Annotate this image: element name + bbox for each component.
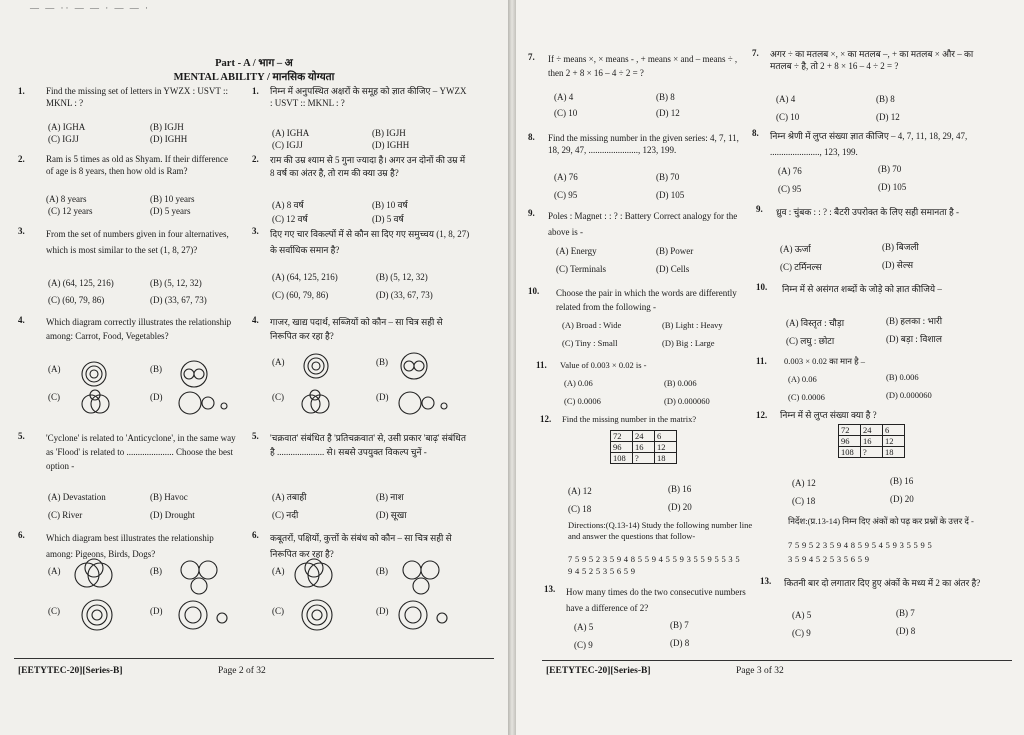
question-text: Which diagram best illustrates the relationship among: Pigeons, Birds, Dogs? bbox=[46, 533, 214, 559]
option-a[interactable]: (A) Devastation bbox=[48, 492, 106, 502]
directions-text: Directions:(Q.13-14) Study the following number line and answer the questions that follow- bbox=[568, 520, 753, 541]
option-b[interactable]: (B) 0.006 bbox=[664, 378, 697, 388]
question-number: 7. bbox=[528, 52, 535, 62]
option-a[interactable]: (A) ऊर्जा bbox=[780, 244, 811, 254]
question-text: Which diagram correctly illustrates the relationship among: Carrot, Food, Vegetables? bbox=[46, 317, 232, 341]
option-a[interactable]: (A) 5 bbox=[574, 622, 594, 632]
option-c[interactable]: (C) 0.0006 bbox=[788, 392, 825, 402]
option-c[interactable]: (C) 18 bbox=[792, 496, 816, 506]
matrix-cell: 108 bbox=[839, 447, 861, 458]
number-matrix bbox=[838, 424, 905, 458]
option-d[interactable]: (D) 5 वर्ष bbox=[372, 214, 404, 224]
option-b[interactable]: (B) 16 bbox=[668, 484, 692, 494]
option-b[interactable]: (B) bbox=[150, 566, 162, 576]
option-b[interactable]: (B) 8 bbox=[656, 92, 675, 102]
question-number: 2. bbox=[18, 154, 25, 164]
option-c[interactable]: (C) 18 bbox=[568, 504, 592, 514]
option-a[interactable]: (A) bbox=[272, 566, 285, 576]
directions-text: निर्देश:(प्र.13-14) निम्न दिए अंकों को पढ़ कर प्रश्नों के उत्तर दें - bbox=[788, 516, 974, 526]
matrix-cell: 108 bbox=[611, 453, 633, 464]
question-number: 3. bbox=[252, 226, 259, 236]
option-c[interactable]: (C) IGJJ bbox=[48, 134, 79, 144]
option-c[interactable]: (C) IGJJ bbox=[272, 140, 303, 150]
question-number: 4. bbox=[18, 315, 25, 325]
question-text: Find the missing number in the matrix? bbox=[562, 414, 697, 424]
question-number: 5. bbox=[18, 431, 25, 441]
option-d[interactable]: (D) 0.000060 bbox=[886, 390, 932, 400]
option-b[interactable]: (B) 10 years bbox=[150, 194, 195, 204]
option-c[interactable]: (C) टर्मिनल्स bbox=[780, 262, 822, 272]
question-text: From the set of numbers given in four alternatives, which is most similar to the set (1, 8, 27)? bbox=[46, 229, 229, 255]
question-text: राम की उम्र श्याम से 5 गुना ज्यादा है। अगर उन दोनों की उम्र में 8 वर्ष का अंतर है, तो राम की क्या उम्र है? bbox=[270, 155, 466, 178]
matrix-cell: 12 bbox=[655, 442, 677, 453]
matrix-cell: 6 bbox=[655, 431, 677, 442]
option-d[interactable]: (D) (33, 67, 73) bbox=[150, 295, 207, 305]
option-d[interactable]: (D) 105 bbox=[878, 182, 907, 192]
option-b[interactable]: (B) हलका : भारी bbox=[886, 316, 943, 326]
separate-circles-diagram[interactable] bbox=[178, 388, 234, 418]
option-d[interactable]: (D) IGHH bbox=[150, 134, 188, 144]
question-number: 8. bbox=[528, 132, 535, 142]
option-a[interactable]: (A) 5 bbox=[792, 610, 812, 620]
three-circles-diagram[interactable] bbox=[178, 558, 224, 594]
page-right bbox=[516, 0, 1024, 735]
question-number: 3. bbox=[18, 226, 25, 236]
question-text: 0.003 × 0.02 का मान है – bbox=[784, 356, 866, 366]
option-c[interactable]: (C) 12 वर्ष bbox=[272, 214, 308, 224]
option-a[interactable]: (A) 0.06 bbox=[564, 378, 593, 388]
option-c[interactable]: (C) Tiny : Small bbox=[562, 338, 618, 348]
question-number: 12. bbox=[756, 410, 768, 420]
option-a[interactable]: (A) Broad : Wide bbox=[562, 320, 622, 330]
footer-page-number: Page 3 of 32 bbox=[736, 666, 784, 676]
question-text: Choose the pair in which the words are differently related from the following - bbox=[556, 288, 737, 312]
matrix-cell: 24 bbox=[861, 425, 883, 436]
concentric-circles-diagram[interactable] bbox=[80, 598, 116, 632]
question-text: 'Cyclone' is related to 'Anticyclone', in the same way as 'Flood' is related to ..................... Choose the best option - bbox=[46, 433, 236, 471]
option-c[interactable]: (C) (60, 79, 86) bbox=[48, 295, 105, 305]
nested-circles-diagram[interactable] bbox=[178, 360, 212, 390]
option-d[interactable]: (D) (33, 67, 73) bbox=[376, 290, 433, 300]
option-b[interactable]: (B) 16 bbox=[890, 476, 914, 486]
question-text: ध्रुव : चुंबक : : ? : बैटरी उपरोक्त के लिए सही समानता है - bbox=[776, 207, 960, 217]
question-number: 10. bbox=[528, 286, 540, 296]
overlapping-circles-diagram[interactable] bbox=[80, 388, 112, 418]
option-c[interactable]: (C) bbox=[272, 606, 284, 616]
footer-rule bbox=[14, 658, 494, 659]
option-d[interactable]: (D) 0.000060 bbox=[664, 396, 710, 406]
option-c[interactable]: (C) 95 bbox=[554, 190, 578, 200]
option-a[interactable]: (A) 0.06 bbox=[788, 374, 817, 384]
option-a[interactable]: (A) 8 वर्ष bbox=[272, 200, 304, 210]
number-line-row-1: 7 5 9 5 2 3 5 9 4 8 5 9 5 4 5 9 3 5 5 9 5 bbox=[788, 540, 933, 550]
option-d[interactable]: (D) 8 bbox=[896, 626, 916, 636]
option-d[interactable]: (D) बड़ा : विशाल bbox=[886, 334, 942, 344]
question-number: 11. bbox=[756, 356, 767, 366]
option-d[interactable]: (D) 20 bbox=[890, 494, 914, 504]
scan-marks: — — ·· — — · — — · bbox=[30, 3, 150, 13]
question-number: 10. bbox=[756, 282, 768, 292]
option-a[interactable]: (A) तबाही bbox=[272, 492, 307, 502]
option-b[interactable]: (B) (5, 12, 32) bbox=[150, 278, 202, 288]
question-number: 1. bbox=[252, 86, 259, 96]
option-a[interactable]: (A) 76 bbox=[554, 172, 578, 182]
concentric-circles-diagram[interactable] bbox=[80, 360, 110, 390]
question-number: 9. bbox=[528, 208, 535, 218]
question-text: How many times do the two consecutive numbers have a difference of 2? bbox=[566, 587, 746, 613]
footer-page-number: Page 2 of 32 bbox=[218, 666, 266, 676]
option-c[interactable]: (C) लघु : छोटा bbox=[786, 336, 835, 346]
question-text: Value of 0.003 × 0.02 is - bbox=[560, 360, 647, 370]
question-text: Find the missing set of letters in YWZX : USVT :: MKNL : ? bbox=[46, 86, 228, 108]
option-c[interactable]: (C) (60, 79, 86) bbox=[272, 290, 329, 300]
option-c[interactable]: (C) bbox=[48, 392, 60, 402]
number-line-row-1: 7 5 9 5 2 3 5 9 4 8 5 5 9 4 5 5 9 3 5 5 9 5 5 3 5 bbox=[568, 554, 740, 564]
concentric-circles-diagram[interactable] bbox=[300, 598, 336, 632]
option-d[interactable]: (D) Drought bbox=[150, 510, 195, 520]
question-number: 12. bbox=[540, 414, 552, 424]
option-d[interactable]: (D) bbox=[150, 606, 163, 616]
matrix-cell: 96 bbox=[611, 442, 633, 453]
option-c[interactable]: (C) 9 bbox=[792, 628, 811, 638]
option-a[interactable]: (A) 12 bbox=[568, 486, 592, 496]
option-d[interactable]: (D) bbox=[376, 606, 389, 616]
question-number: 1. bbox=[18, 86, 25, 96]
option-a[interactable]: (A) 76 bbox=[778, 166, 802, 176]
venn-three-circles-diagram[interactable] bbox=[72, 558, 122, 592]
question-number: 4. bbox=[252, 315, 259, 325]
matrix-cell: 16 bbox=[633, 442, 655, 453]
option-d[interactable]: (D) 12 bbox=[656, 108, 680, 118]
option-d[interactable]: (D) 12 bbox=[876, 112, 900, 122]
number-matrix bbox=[610, 430, 677, 464]
question-number: 13. bbox=[544, 584, 556, 594]
matrix-cell: 12 bbox=[883, 436, 905, 447]
option-b[interactable]: (B) 7 bbox=[670, 620, 689, 630]
option-d[interactable]: (D) सेल्स bbox=[882, 260, 914, 270]
venn-three-circles-diagram[interactable] bbox=[292, 558, 342, 592]
matrix-cell: ? bbox=[861, 447, 883, 458]
option-b[interactable]: (B) 70 bbox=[878, 164, 902, 174]
option-a[interactable]: (A) bbox=[272, 357, 285, 367]
option-a[interactable]: (A) (64, 125, 216) bbox=[48, 278, 114, 288]
option-c[interactable]: (C) 10 bbox=[554, 108, 578, 118]
option-a[interactable]: (A) 12 bbox=[792, 478, 816, 488]
question-text: अगर ÷ का मतलब ×, × का मतलब –, + का मतलब × और – का मतलब ÷ है, तो 2 + 8 × 16 – 4 ÷ 2 = ? bbox=[770, 49, 974, 71]
question-text: कितनी बार दो लगातार दिए हुए अंकों के मध्य में 2 का अंतर है? bbox=[784, 578, 981, 588]
matrix-cell: 72 bbox=[611, 431, 633, 442]
option-b[interactable]: (B) 0.006 bbox=[886, 372, 919, 382]
option-c[interactable]: (C) River bbox=[48, 510, 83, 520]
option-a[interactable]: (A) IGHA bbox=[272, 128, 310, 138]
question-text: Poles : Magnet : : ? : Battery Correct analogy for the above is - bbox=[548, 211, 738, 237]
page-left bbox=[0, 0, 508, 735]
option-d[interactable]: (D) IGHH bbox=[372, 140, 410, 150]
question-number: 8. bbox=[752, 128, 759, 138]
matrix-cell: 24 bbox=[633, 431, 655, 442]
nested-circles-diagram[interactable] bbox=[398, 352, 432, 382]
option-a[interactable]: (A) IGHA bbox=[48, 122, 86, 132]
option-a[interactable]: (A) 4 bbox=[554, 92, 574, 102]
three-circles-diagram[interactable] bbox=[400, 558, 446, 594]
question-number: 13. bbox=[760, 576, 772, 586]
option-d[interactable]: (D) 105 bbox=[656, 190, 685, 200]
option-d[interactable]: (D) 8 bbox=[670, 638, 690, 648]
option-c[interactable]: (C) 0.0006 bbox=[564, 396, 601, 406]
option-d[interactable]: (D) 5 years bbox=[150, 206, 191, 216]
matrix-cell: 16 bbox=[861, 436, 883, 447]
option-d[interactable]: (D) bbox=[150, 392, 163, 402]
option-d[interactable]: (D) सूखा bbox=[376, 510, 407, 520]
matrix-cell: 72 bbox=[839, 425, 861, 436]
concentric-circles-diagram[interactable] bbox=[302, 352, 332, 382]
option-b[interactable]: (B) 10 वर्ष bbox=[372, 200, 408, 210]
overlapping-circles-diagram[interactable] bbox=[300, 388, 332, 418]
option-c[interactable]: (C) 10 bbox=[776, 112, 800, 122]
footer-series-code: [EETYTEC-20][Series-B] bbox=[546, 666, 651, 676]
option-c[interactable]: (C) bbox=[272, 392, 284, 402]
option-d[interactable]: (D) 20 bbox=[668, 502, 692, 512]
option-d[interactable]: (D) Big : Large bbox=[662, 338, 715, 348]
question-text: Find the missing number in the given series: 4, 7, 11, 18, 29, 47, ......................, 123, 199. bbox=[548, 133, 739, 155]
option-c[interactable]: (C) 12 years bbox=[48, 206, 93, 216]
option-b[interactable]: (B) बिजली bbox=[882, 242, 919, 252]
question-number: 6. bbox=[18, 530, 25, 540]
book-gutter bbox=[508, 0, 516, 735]
number-line-row-2: 3 5 9 4 5 2 5 3 5 6 5 9 bbox=[788, 554, 870, 564]
question-text: निम्न में से असंगत शब्दों के जोड़े को ज्ञात कीजिये – bbox=[782, 284, 942, 294]
option-b[interactable]: (B) bbox=[376, 357, 388, 367]
option-c[interactable]: (C) bbox=[48, 606, 60, 616]
option-d[interactable]: (D) Cells bbox=[656, 264, 690, 274]
option-b[interactable]: (B) bbox=[376, 566, 388, 576]
option-c[interactable]: (C) Terminals bbox=[556, 264, 606, 274]
option-d[interactable]: (D) bbox=[376, 392, 389, 402]
question-text: Ram is 5 times as old as Shyam. If their difference of age is 8 years, then how old is Ram? bbox=[46, 154, 229, 176]
option-b[interactable]: (B) Havoc bbox=[150, 492, 188, 502]
option-a[interactable]: (A) bbox=[48, 566, 61, 576]
option-b[interactable]: (B) IGJH bbox=[150, 122, 184, 132]
option-b[interactable]: (B) Light : Heavy bbox=[662, 320, 723, 330]
nested-and-separate-circles-diagram[interactable] bbox=[398, 598, 454, 632]
question-text: कबूतरों, पक्षियों, कुत्तों के संबंध को कौन – सा चित्र सही से निरूपित कर रहा है? bbox=[270, 533, 452, 559]
option-a[interactable]: (A) (64, 125, 216) bbox=[272, 272, 338, 282]
option-b[interactable]: (B) 8 bbox=[876, 94, 895, 104]
option-c[interactable]: (C) नदी bbox=[272, 510, 299, 520]
option-c[interactable]: (C) 95 bbox=[778, 184, 802, 194]
number-line-row-2: 9 4 5 2 5 3 5 6 5 9 bbox=[568, 566, 636, 576]
nested-and-separate-circles-diagram[interactable] bbox=[178, 598, 234, 632]
option-b[interactable]: (B) bbox=[150, 364, 162, 374]
question-number: 6. bbox=[252, 530, 259, 540]
option-b[interactable]: (B) नाश bbox=[376, 492, 404, 502]
question-number: 11. bbox=[536, 360, 547, 370]
question-text: 'चक्रवात' संबंधित है 'प्रतिचक्रवात' से, उसी प्रकार 'बाढ़' संबंधित है ..................... से। सबसे उपयुक्त विकल्प चुनें - bbox=[270, 433, 466, 457]
option-a[interactable]: (A) Energy bbox=[556, 246, 597, 256]
question-number: 2. bbox=[252, 154, 259, 164]
separate-circles-diagram[interactable] bbox=[398, 388, 454, 418]
matrix-cell: ? bbox=[633, 453, 655, 464]
option-a[interactable]: (A) 8 years bbox=[46, 194, 87, 204]
question-text: निम्न श्रेणी में लुप्त संख्या ज्ञात कीजिए – 4, 7, 11, 18, 29, 47, ......................, 123, 199. bbox=[770, 131, 968, 157]
option-b[interactable]: (B) 7 bbox=[896, 608, 915, 618]
question-number: 5. bbox=[252, 431, 259, 441]
option-a[interactable]: (A) 4 bbox=[776, 94, 796, 104]
matrix-cell: 96 bbox=[839, 436, 861, 447]
question-text: गाजर, खाद्य पदार्थ, सब्जियों को कौन – सा चित्र सही से निरूपित कर रहा है? bbox=[270, 317, 443, 341]
question-text: दिए गए चार विकल्पों में से कौन सा दिए गए समुच्चय (1, 8, 27) के सर्वाधिक समान है? bbox=[270, 229, 470, 255]
section-heading: MENTAL ABILITY / मानसिक योग्यता bbox=[173, 72, 335, 83]
matrix-cell: 18 bbox=[883, 447, 905, 458]
footer-series-code: [EETYTEC-20][Series-B] bbox=[18, 666, 123, 676]
question-text: निम्न में से लुप्त संख्या क्या है ? bbox=[780, 410, 877, 420]
footer-rule bbox=[542, 660, 1012, 661]
question-number: 7. bbox=[752, 48, 759, 58]
question-text: If ÷ means ×, × means - , + means × and – means ÷ , then 2 + 8 × 16 – 4 ÷ 2 = ? bbox=[548, 54, 738, 78]
question-text: निम्न में अनुपस्थित अक्षरों के समूह को ज्ञात कीजिए – YWZX : USVT :: MKNL : ? bbox=[270, 86, 467, 108]
option-b[interactable]: (B) IGJH bbox=[372, 128, 406, 138]
option-c[interactable]: (C) 9 bbox=[574, 640, 593, 650]
option-b[interactable]: (B) (5, 12, 32) bbox=[376, 272, 428, 282]
matrix-cell: 18 bbox=[655, 453, 677, 464]
option-b[interactable]: (B) 70 bbox=[656, 172, 680, 182]
option-a[interactable]: (A) bbox=[48, 364, 61, 374]
option-a[interactable]: (A) विस्तृत : चौड़ा bbox=[786, 318, 845, 328]
option-b[interactable]: (B) Power bbox=[656, 246, 694, 256]
matrix-cell: 6 bbox=[883, 425, 905, 436]
question-number: 9. bbox=[756, 204, 763, 214]
part-heading: Part - A / भाग – अ bbox=[215, 58, 293, 69]
